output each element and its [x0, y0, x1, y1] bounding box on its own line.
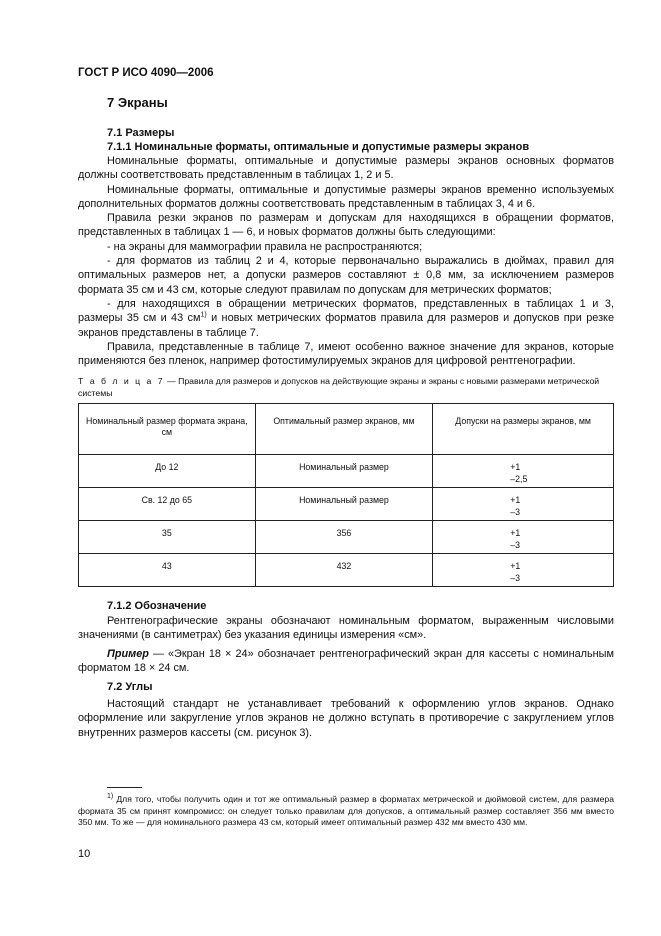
column-header: Допуски на размеры экранов, мм — [433, 404, 614, 455]
paragraph: - для форматов из таблиц 2 и 4, которые первоначально выражались в дюймах, правил для оптимальных размеров нет, а допуски размеров составляют ± 0,8 мм, за исключением размеров формата 35 см и 43 см, которые следуют правилам по допускам для метрических форматов; — [78, 255, 614, 296]
section-7-2-body — [78, 697, 614, 740]
tolerance-minus: –2,5 — [510, 474, 528, 484]
footnote — [78, 794, 614, 829]
cell-nominal: 43 — [79, 554, 256, 587]
table-row — [79, 521, 614, 554]
cell-optimal: Номинальный размер — [255, 488, 433, 521]
example-label: Пример — [107, 648, 149, 660]
tolerance-minus: –3 — [510, 507, 521, 517]
cell-optimal: Номинальный размер — [255, 455, 433, 488]
footnote-mark: 1) — [107, 793, 114, 801]
paragraph: Правила, представленные в таблице 7, имеют особенно важное значение для экранов, которые применяются без пленок, например фотостимулируемых экранов для цифровой рентгенографии. — [78, 340, 614, 368]
paragraph: Настоящий стандарт не устанавливает требований к оформлению углов экранов. Однако оформление или закругление углов экранов не должно вступать в противоречие с закруглением углов внутренних размеров кассеты (см. рисунок 3). — [78, 698, 614, 739]
example-text: — «Экран 18 × 24» обозначает рентгенографический экран для кассеты с номинальным форматом 18 × 24 см. — [78, 648, 614, 675]
tolerance-minus: –3 — [510, 540, 521, 550]
footnote-ref: 1) — [200, 311, 207, 319]
table-row — [79, 554, 614, 587]
cell-nominal: До 12 — [79, 455, 256, 488]
footnote-paragraph — [78, 794, 614, 829]
example-paragraph — [78, 647, 614, 676]
paragraph: Номинальные форматы, оптимальные и допустимые размеры экранов временно используемых дополнительных форматов должны соответствовать представленным в таблицах 3, 4 и 6. — [78, 183, 614, 210]
paragraph — [78, 297, 614, 340]
tolerance-plus: +1 — [510, 495, 521, 505]
section-7-1-2-body — [78, 614, 614, 643]
table-caption-text: — Правила для размеров и допусков на действующие экраны и экраны с новыми размерами метрической системы — [78, 376, 600, 398]
footnote-text: Для того, чтобы получить один и тот же оптимальный размер в форматах метрической и дюймовой систем, для размера формата 35 см принят компромисс: он следует только правилам для допусков, а оптимальный размер составляет 356 мм вместо 350 мм. То же — для номинального размера 43 см, который имеет оптимальный размер 432 мм вместо 430 мм. — [78, 794, 614, 828]
subsection-title-7-1-1: 7.1.1 Номинальные форматы, оптимальные и допустимые размеры экранов — [107, 141, 530, 153]
cell-tolerance — [433, 521, 614, 554]
tolerance-plus: +1 — [510, 462, 521, 472]
paragraph: Правила резки экранов по размерам и допускам для находящихся в обращении форматов, представленных в таблицах 1 — 6, и новых форматов должны быть следующими: — [78, 212, 614, 239]
table-row — [79, 488, 614, 521]
table-7 — [78, 403, 614, 587]
cell-optimal: 356 — [255, 521, 433, 554]
table-caption — [78, 376, 614, 399]
table-header-row — [79, 404, 614, 455]
paragraph-text: и новых метрических форматов правила для размеров и допусков при резке экранов представлены в таблице 7. — [78, 312, 615, 339]
tolerance-plus: +1 — [510, 561, 521, 571]
section-title: 7 Экраны — [107, 95, 168, 110]
paragraph: Номинальные форматы, оптимальные и допустимые размеры экранов основных форматов должны соответствовать представленным в таблицах 1, 2 и 5. — [78, 155, 614, 182]
column-header: Номинальный размер формата экрана, см — [79, 404, 256, 455]
subsection-title-7-2: 7.2 Углы — [107, 681, 153, 693]
paragraph: Рентгенографические экраны обозначают номинальным форматом, выраженным числовыми значениями (в сантиметрах) без указания единицы измерения «см». — [78, 615, 614, 642]
cell-tolerance — [433, 455, 614, 488]
cell-tolerance — [433, 488, 614, 521]
tolerance-minus: –3 — [510, 573, 521, 583]
column-header: Оптимальный размер экранов, мм — [255, 404, 433, 455]
page-number: 10 — [78, 848, 91, 860]
cell-tolerance — [433, 554, 614, 587]
example-block — [78, 647, 614, 676]
subsection-title-7-1-2: 7.1.2 Обозначение — [107, 600, 207, 612]
cell-nominal: 35 — [79, 521, 256, 554]
footnote-divider — [107, 787, 142, 788]
table-row — [79, 455, 614, 488]
paragraph: - на экраны для маммографии правила не распространяются; — [107, 240, 423, 253]
subsection-title-7-1: 7.1 Размеры — [107, 127, 175, 139]
cell-optimal: 432 — [255, 554, 433, 587]
tolerance-plus: +1 — [510, 528, 521, 538]
cell-nominal: Св. 12 до 65 — [79, 488, 256, 521]
document-header: ГОСТ Р ИСО 4090—2006 — [78, 67, 214, 79]
section-7-1-1-body — [78, 154, 614, 368]
paragraph-text: - для находящихся в обращении метрических форматов, представленных в таблицах 1 и 3, размеры 35 см и 43 см — [78, 297, 614, 325]
table-label: Т а б л и ц а 7 — [78, 376, 165, 386]
